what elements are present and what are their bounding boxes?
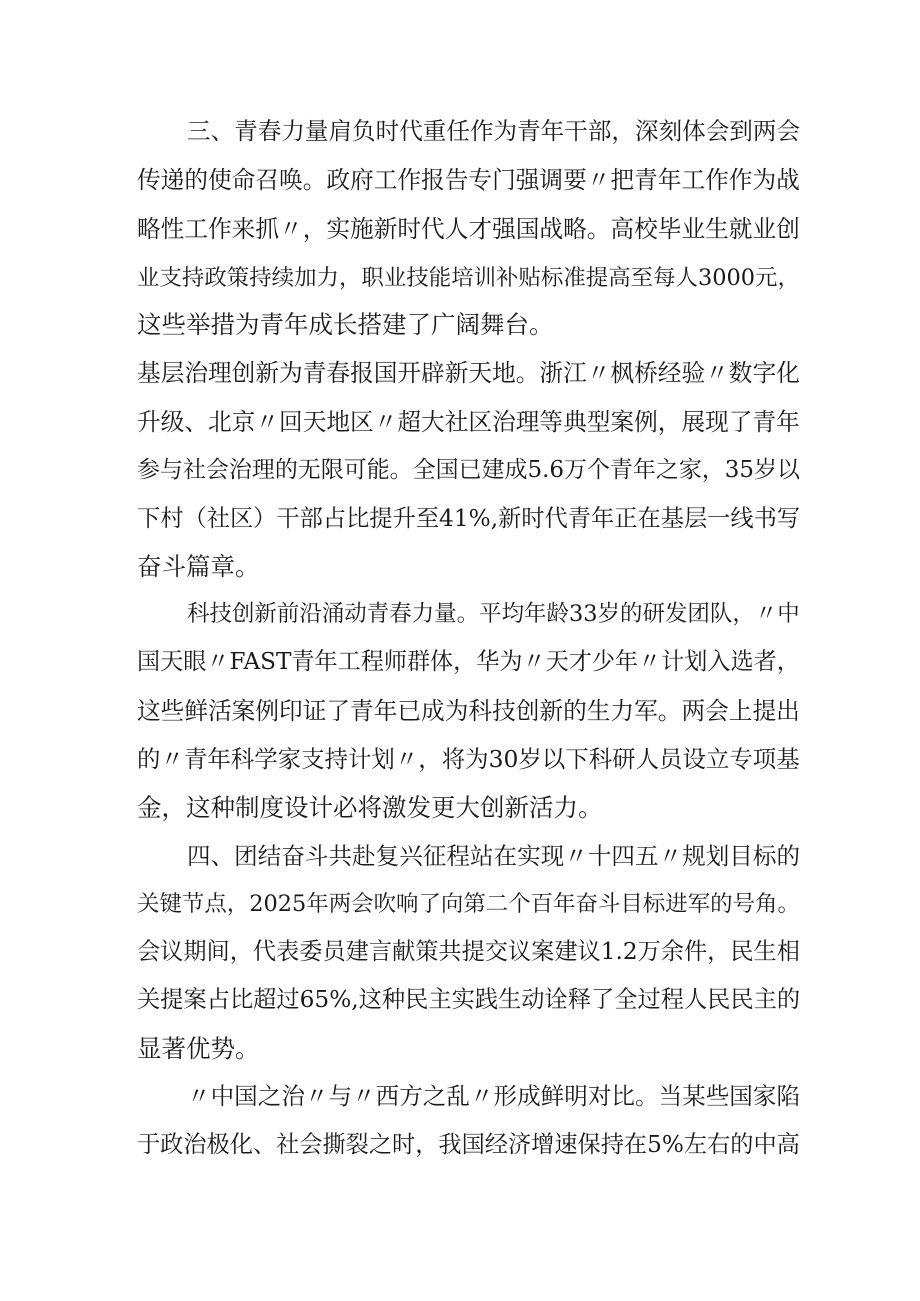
paragraph-line: 奋斗篇章。 xyxy=(137,552,260,581)
paragraph-line: 下村（社区）干部占比提升至41%,新时代青年正在基层一线书写 xyxy=(137,505,801,532)
paragraph-line: 科技创新前沿涌动青春力量。平均年龄33岁的研发团队，〃中 xyxy=(187,601,800,627)
paragraph-line: 升级、北京〃回天地区〃超大社区治理等典型案例，展现了青年 xyxy=(137,408,800,436)
paragraph-line: 关提案占比超过65%,这种民主实践生动诠释了全过程人民民主的 xyxy=(137,986,801,1013)
paragraph-line: 于政治极化、社会撕裂之时，我国经济增速保持在5%左右的中高 xyxy=(137,1131,800,1158)
paragraph-line: 国天眼〃FAST青年工程师群体，华为〃天才少年〃计划入选者， xyxy=(137,649,800,675)
paragraph-line: 传递的使命召唤。政府工作报告专门强调要〃把青年工作作为战 xyxy=(137,166,800,194)
paragraph-line: 参与社会治理的无限可能。全国已建成5.6万个青年之家，35岁以 xyxy=(137,457,800,483)
paragraph-line: 金，这种制度设计必将激发更大创新活力。 xyxy=(137,793,603,822)
paragraph-line: 略性工作来抓〃，实施新时代人才强国战略。高校毕业生就业创 xyxy=(137,215,800,243)
paragraph-line: 这些举措为青年成长搭建了广阔舞台。 xyxy=(137,310,554,339)
paragraph-line: 的〃青年科学家支持计划〃，将为30岁以下科研人员设立专项基 xyxy=(137,745,800,773)
paragraph-line: 〃中国之治〃与〃西方之乱〃形成鲜明对比。当某些国家陷 xyxy=(187,1082,801,1110)
paragraph-line: 三、青春力量肩负时代重任作为青年干部，深刻体会到两会 xyxy=(187,117,801,145)
paragraph-line: 显著优势。 xyxy=(137,1034,260,1063)
paragraph-line: 业支持政策持续加力，职业技能培训补贴标准提高至每人3000元， xyxy=(137,265,800,291)
paragraph-line: 基层治理创新为青春报国开辟新天地。浙江〃枫桥经验〃数字化 xyxy=(137,359,800,387)
paragraph-line: 会议期间，代表委员建言献策共提交议案建议1.2万余件，民生相 xyxy=(137,938,800,965)
paragraph-line: 这些鲜活案例印证了青年已成为科技创新的生力军。两会上提出 xyxy=(137,697,800,725)
paragraph-line: 四、团结奋斗共赴复兴征程站在实现〃十四五〃规划目标的 xyxy=(187,842,801,870)
paragraph-line: 关键节点，2025年两会吹响了向第二个百年奋斗目标进军的号角。 xyxy=(137,891,800,917)
